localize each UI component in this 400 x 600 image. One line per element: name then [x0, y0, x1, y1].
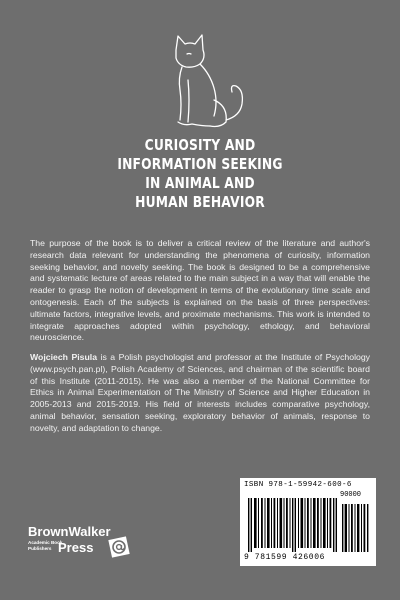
publisher-press: Press — [58, 540, 94, 555]
title-line: INFORMATION SEEKING — [117, 155, 283, 173]
publisher-logo — [28, 524, 148, 564]
price-code: 90000 — [340, 491, 362, 499]
book-title — [36, 136, 364, 212]
title-line: CURIOSITY AND — [144, 136, 256, 154]
publisher-name: BrownWalker — [28, 524, 111, 539]
barcode-number: 9 781599 426006 — [244, 553, 326, 562]
title-line: HUMAN BEHAVIOR — [135, 193, 265, 211]
isbn-label — [244, 481, 372, 489]
cat-illustration-icon — [140, 30, 260, 136]
author-name: Wojciech Pisula — [30, 352, 98, 362]
barcode-bars — [246, 492, 370, 552]
isbn-text: ISBN 978-1-59942-600-6 — [244, 481, 352, 489]
author-bio-text: is a Polish psychologist and professor at the Institute of Psychology (www.psych.pan.pl), Polish Academy of Sciences, and chairman of the scientific board of this Institute (2011-2015). He was also a member of the National Committee for Ethics in Animal Experimentation of The Ministry of Science and Higher Education in 2005-2013 and 2015-2019. His field of interests includes comparative psychology, animal behavior, sensation seeking, exploratory behavior of animals, response to novelty, and adaptation to change. — [30, 352, 371, 433]
publisher-sub-2: Publishers — [28, 546, 52, 551]
book-description: The purpose of the book is to deliver a critical review of the literature and author's research data relevant for understanding the phenomena of curiosity, information seeking behavior, and novelty seeking. The book is designed to be a comprehensive and systematic lecture of areas related to the main subject in a way that will enable the reader to grasp the notion of development in terms of the evolutionary time scale and ontogenesis. Each of the subjects is explained on the basis of three perspectives: ultimate factors, integrative levels, and proximate mechanisms. This work is intended to integrate approaches adopted within psychology, ethology, and behavioral neuroscience. — [30, 238, 370, 343]
isbn-barcode — [240, 478, 376, 566]
at-sign-logo-icon — [108, 536, 130, 558]
author-bio — [30, 352, 370, 435]
publisher-sub-1: Academic Book — [28, 540, 63, 545]
title-line: IN ANIMAL AND — [145, 174, 255, 192]
